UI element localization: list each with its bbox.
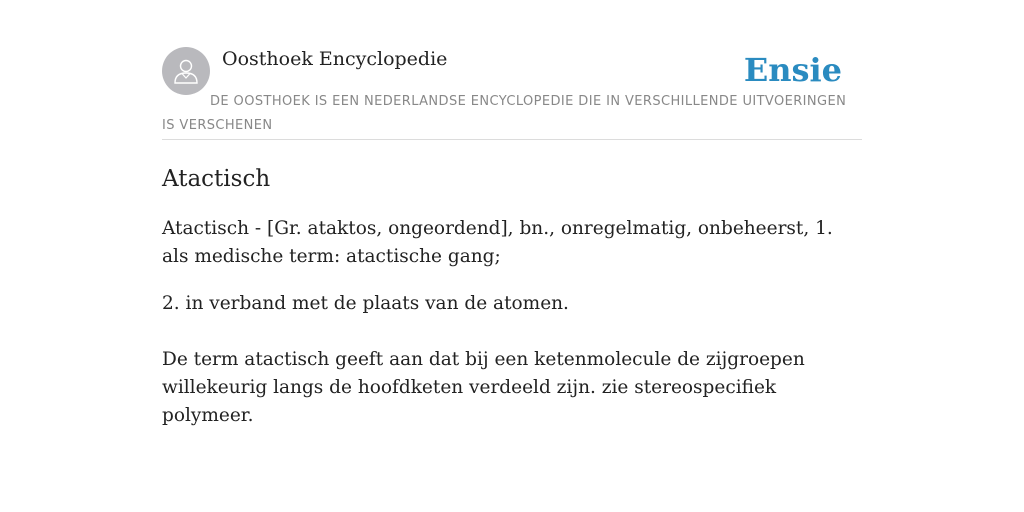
article-paragraph-3: De term atactisch geeft aan dat bij een ketenmolecule de zijgroepen willekeurig langs de hoofdketen verdeeld zijn. zie stereospecifiek polymeer. (162, 349, 805, 426)
source-description: DE OOSTHOEK IS EEN NEDERLANDSE ENCYCLOPEDIE DIE IN VERSCHILLENDE UITVOERINGEN IS VERSCHENEN (162, 94, 847, 133)
page-container (162, 47, 862, 430)
user-icon (171, 56, 201, 86)
source-avatar[interactable] (162, 47, 210, 95)
source-header (162, 47, 862, 140)
source-name[interactable]: Oosthoek Encyclopedie (222, 48, 448, 70)
article-paragraph-2: 2. in verband met de plaats van de atomen. (162, 293, 569, 314)
ensie-logo[interactable]: Ensie (743, 51, 842, 89)
article-paragraph-1: Atactisch - [Gr. ataktos, ongeordend], bn., onregelmatig, onbeheerst, 1. als medische term: atactische gang; (162, 218, 833, 267)
article-title: Atactisch (162, 166, 271, 192)
